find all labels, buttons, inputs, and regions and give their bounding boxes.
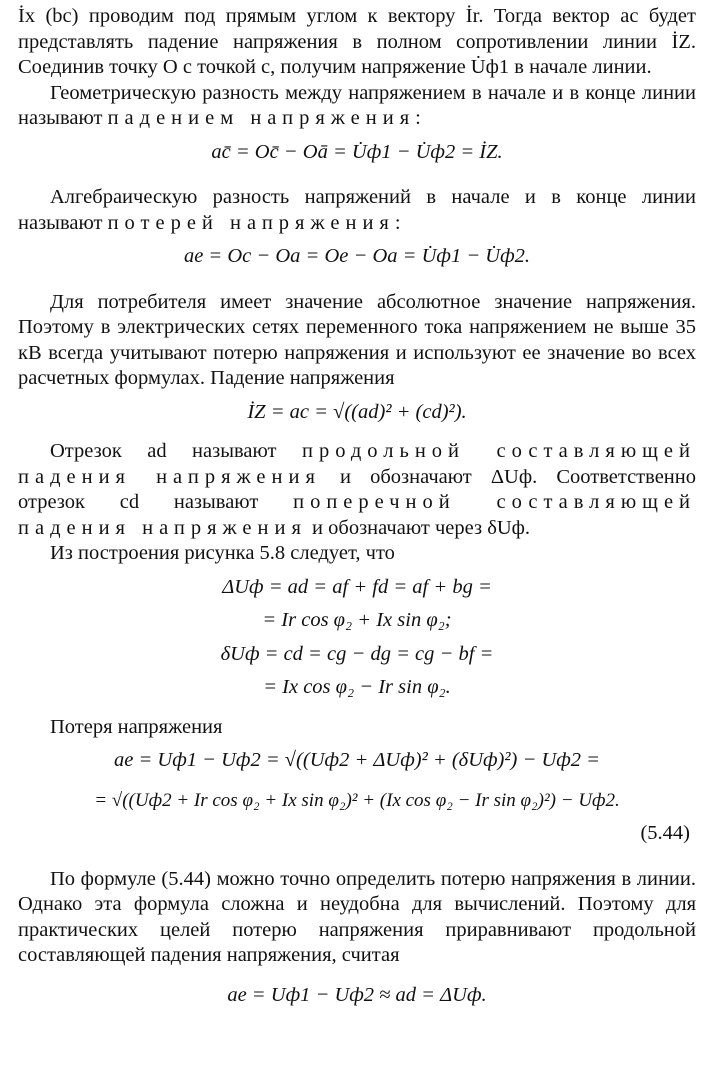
equation-voltage-drop: ac̄ = Oc̄ − Oā = U̇ф1 − U̇ф2 = İZ. — [211, 140, 503, 163]
paragraph-5-text-c: и обозначают через δUф. — [312, 516, 531, 539]
equation-impedance-drop: İZ = ac = √((ad)² + (cd)²). — [247, 400, 467, 423]
equation-number: (5.44) — [640, 822, 690, 844]
equation-loss-line2: = √((Uф2 + Ir cos φ₂ + Ix sin φ₂)² + (Ix cos φ₂ − Ir sin φ₂)²) − Uф2. — [94, 789, 620, 811]
paragraph-3 — [18, 185, 696, 236]
paragraph-3-text: Алгебраическую разность напряжений в начале и в конце линии называют — [18, 186, 696, 234]
paragraph-5-text-a: Отрезок ad называют — [50, 440, 277, 462]
paragraph-7: Потеря напряжения — [50, 715, 223, 738]
equation-loss-line1: ae = Uф1 − Uф2 = √((Uф2 + ΔUф)² + (δUф)²) − Uф2 = — [113, 749, 601, 771]
paragraph-2 — [18, 81, 696, 132]
term-voltage-drop: падением напряжения: — [107, 107, 427, 129]
paragraph-8: По формуле (5.44) можно точно определить потерю напряжения в линии. Однако эта формула сложна и неудобна для вычислений. Поэтому для практических целей потерю напряжения приравнивают продольной составляющей падения напряжения, считая — [18, 867, 696, 966]
equation-delta-u-line2: = Ir cos φ₂ + Ix sin φ₂; — [262, 609, 452, 631]
paragraph-4: Для потребителя имеет значение абсолютное значение напряжения. Поэтому в электрических сетях переменного тока напряжением не выше 35 кВ всегда учитывают потерю напряжения и используют ее значение во всех расчетных формулах. Падение напряжения — [18, 290, 696, 389]
paragraph-6: Из построения рисунка 5.8 следует, что — [50, 542, 395, 564]
term-voltage-loss: потерей напряжения: — [107, 211, 407, 234]
equation-voltage-loss: ae = Oc − Oa = Oe − Oa = U̇ф1 − U̇ф2. — [183, 245, 531, 267]
paragraph-1: İx (bc) проводим под прямым углом к вектору İr. Тогда вектор ac будет представлять падение напряжения в полном сопротивлении линии İZ. Соединив точку O с точкой c, получим напряжение U̇ф1 в началe линии. — [18, 5, 696, 78]
paragraph-5-text-b: и обозначают ΔUф. Соответственно отрезок cd называют — [18, 465, 696, 513]
term-transverse-component: поперечной составляющей падения напряжения — [18, 491, 697, 539]
equation-small-delta-u-line2: = Ix cos φ₂ − Ir sin φ₂. — [263, 676, 451, 698]
equation-small-delta-u-line1: δUф = cd = cg − dg = cg − bf = — [220, 642, 494, 665]
equation-approximation: ae = Uф1 − Uф2 ≈ ad = ΔUф. — [227, 983, 487, 1006]
equation-delta-u-line1: ΔUф = ad = af + fd = af + bg = — [222, 575, 492, 598]
paragraph-2-text: Геометрическую разность между напряжением в начале и в конце линии называют — [18, 81, 696, 129]
term-longitudinal-component: продольной составляющей падения напряжения — [18, 440, 696, 488]
paragraph-5 — [18, 439, 696, 541]
